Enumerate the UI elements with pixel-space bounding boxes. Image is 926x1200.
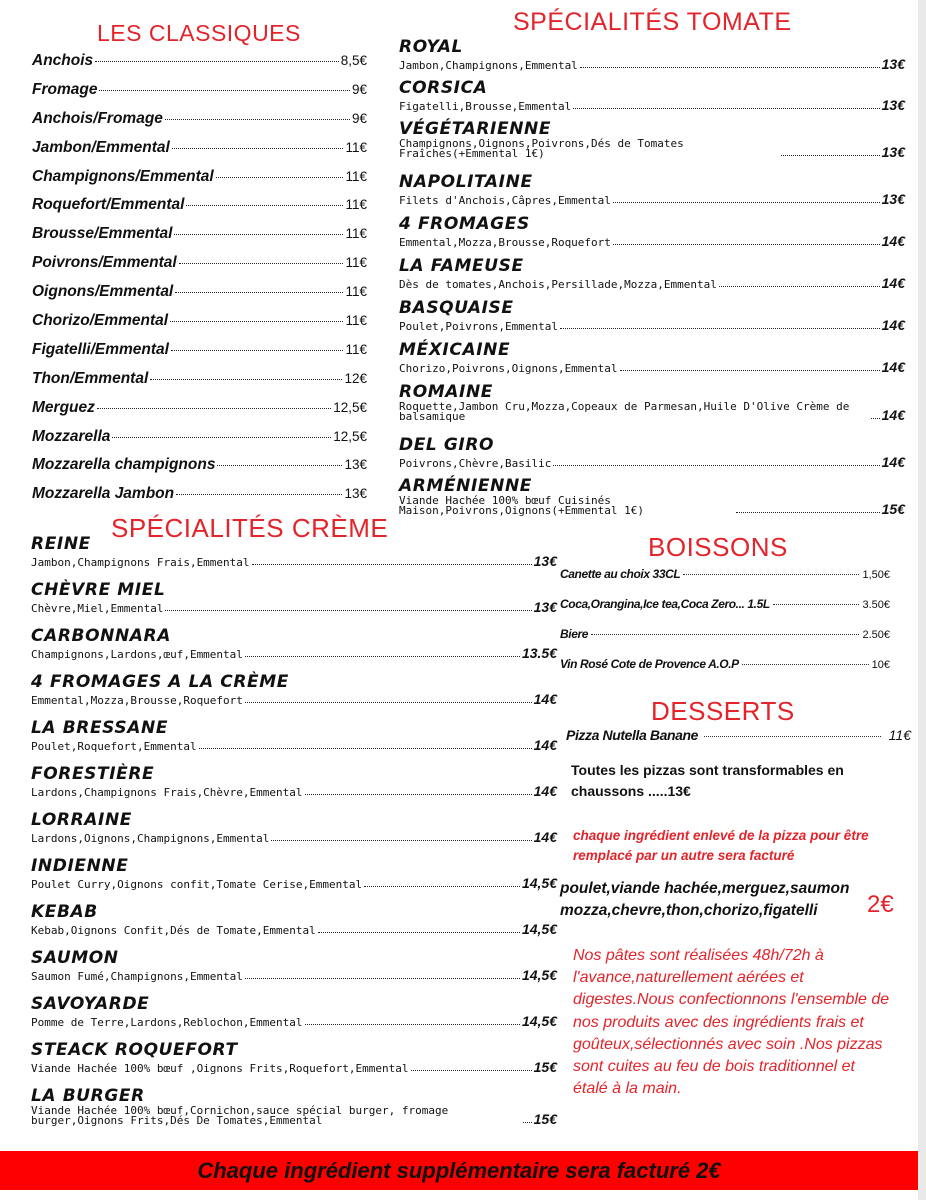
dot-leader bbox=[216, 177, 344, 178]
boisson-name: Coca,Orangina,Ice tea,Coca Zero... 1.5L bbox=[560, 597, 770, 611]
creme-desc: Pomme de Terre,Lardons,Reblochon,Emmental bbox=[31, 1016, 303, 1029]
tomate-name: BASQUAISE bbox=[399, 298, 514, 318]
dot-leader bbox=[573, 108, 879, 109]
tomate-item bbox=[399, 435, 905, 476]
dot-leader bbox=[364, 886, 520, 887]
creme-item bbox=[31, 1040, 557, 1086]
tomate-desc: Roquette,Jambon Cru,Mozza,Copeaux de Parmesan,Huile D'Olive Crème de balsamique bbox=[399, 400, 850, 423]
classique-item bbox=[32, 110, 367, 139]
classique-price: 9€ bbox=[351, 81, 367, 97]
creme-price: 14,5€ bbox=[521, 921, 557, 937]
page-edge bbox=[918, 0, 926, 1200]
classique-item bbox=[32, 139, 367, 168]
classique-price: 12€ bbox=[344, 370, 367, 386]
classique-price: 8,5€ bbox=[340, 53, 367, 68]
classique-price: 11€ bbox=[345, 284, 367, 300]
boisson-item bbox=[560, 657, 890, 687]
tomate-item bbox=[399, 340, 905, 382]
creme-price: 14€ bbox=[533, 783, 557, 799]
dot-leader bbox=[199, 748, 532, 749]
tomate-desc: Poulet,Poivrons,Emmental bbox=[399, 320, 558, 333]
creme-price: 14€ bbox=[533, 829, 557, 845]
creme-name: KEBAB bbox=[31, 902, 98, 922]
transformables-note: Toutes les pizzas sont transformables en chaussons .....13€ bbox=[571, 762, 844, 799]
classique-price: 11€ bbox=[345, 341, 367, 357]
creme-name: CARBONNARA bbox=[31, 626, 171, 646]
classique-item bbox=[32, 254, 367, 283]
creme-desc: Emmental,Mozza,Brousse,Roquefort bbox=[31, 694, 243, 707]
tomate-row bbox=[399, 234, 905, 248]
tomate-desc: Filets d'Anchois,Câpres,Emmental bbox=[399, 194, 611, 207]
creme-item bbox=[31, 580, 557, 626]
dot-leader bbox=[871, 418, 880, 419]
dot-leader bbox=[112, 437, 331, 438]
classique-name: Poivrons/Emmental bbox=[32, 254, 177, 272]
tomate-desc: Emmental,Mozza,Brousse,Roquefort bbox=[399, 236, 611, 249]
classique-price: 11€ bbox=[345, 197, 367, 213]
tomate-row bbox=[399, 496, 905, 516]
dot-leader bbox=[613, 244, 880, 245]
classique-price: 11€ bbox=[345, 139, 367, 155]
tomate-price: 14€ bbox=[881, 454, 905, 470]
creme-name: 4 FROMAGES A LA CRÈME bbox=[31, 672, 289, 692]
creme-row bbox=[31, 738, 557, 752]
dot-leader bbox=[553, 465, 879, 466]
classique-price: 12,5€ bbox=[333, 399, 367, 415]
creme-price: 14€ bbox=[533, 737, 557, 753]
classique-item bbox=[32, 196, 367, 225]
tomate-desc: Figatelli,Brousse,Emmental bbox=[399, 100, 572, 113]
dot-leader bbox=[217, 465, 342, 466]
creme-price: 15€ bbox=[533, 1111, 557, 1127]
section-title-desserts: DESSERTS bbox=[651, 696, 795, 726]
tomate-price: 13€ bbox=[881, 56, 905, 72]
dot-leader bbox=[683, 574, 859, 575]
boisson-item bbox=[560, 597, 890, 627]
creme-desc: Jambon,Champignons Frais,Emmental bbox=[31, 556, 250, 569]
classique-price: 13€ bbox=[344, 457, 367, 473]
boisson-item bbox=[560, 567, 890, 597]
footer-text: Chaque ingrédient supplémentaire sera facturé 2€ bbox=[197, 1157, 721, 1183]
creme-item bbox=[31, 902, 557, 948]
extras-block bbox=[560, 878, 920, 922]
classique-name: Mozzarella Jambon bbox=[32, 485, 175, 503]
dot-leader bbox=[95, 61, 339, 62]
tomate-row bbox=[399, 318, 905, 332]
classique-item bbox=[32, 456, 367, 485]
extras-list: poulet,viande hachée,merguez,saumon mozza,chevre,thon,chorizo,figatelli bbox=[560, 880, 850, 919]
creme-name: SAUMON bbox=[31, 948, 119, 968]
tomate-item bbox=[399, 298, 905, 340]
tomate-desc: Viande Hachée 100% bœuf Cuisinés Maison,Poivrons,Oignons(+Emmental 1€) bbox=[399, 494, 645, 517]
dot-leader bbox=[172, 148, 344, 149]
tomate-price: 13€ bbox=[881, 191, 905, 207]
creme-item bbox=[31, 672, 557, 718]
dot-leader bbox=[99, 90, 350, 91]
creme-name: LA BRESSANE bbox=[31, 718, 169, 738]
creme-row bbox=[31, 1014, 557, 1028]
dot-leader bbox=[245, 702, 532, 703]
creme-price: 14€ bbox=[533, 691, 557, 707]
dot-leader bbox=[186, 205, 343, 206]
creme-name: INDIENNE bbox=[31, 856, 129, 876]
creme-item bbox=[31, 948, 557, 994]
creme-name: LA BURGER bbox=[31, 1086, 145, 1106]
dot-leader bbox=[171, 350, 344, 351]
classiques-list bbox=[32, 52, 367, 514]
dot-leader bbox=[245, 656, 520, 657]
creme-item bbox=[31, 718, 557, 764]
creme-item bbox=[31, 856, 557, 902]
dessert-item bbox=[566, 727, 911, 743]
boisson-price: 3.50€ bbox=[862, 599, 890, 611]
classique-name: Brousse/Emmental bbox=[32, 225, 173, 243]
boisson-name: Canette au choix 33CL bbox=[560, 567, 681, 581]
classique-name: Merguez bbox=[32, 398, 95, 416]
dot-leader bbox=[773, 604, 860, 605]
creme-desc: Saumon Fumé,Champignons,Emmental bbox=[31, 970, 243, 983]
dot-leader bbox=[318, 932, 520, 933]
creme-row bbox=[31, 830, 557, 844]
creme-row bbox=[31, 692, 557, 706]
tomate-name: CORSICA bbox=[399, 78, 488, 98]
tomate-desc: Champignons,Oignons,Poivrons,Dés de Tomates Fraîches(+Emmental 1€) bbox=[399, 137, 684, 160]
classique-item bbox=[32, 52, 367, 81]
creme-price: 14,5€ bbox=[521, 875, 557, 891]
dot-leader bbox=[305, 794, 532, 795]
classique-price: 13€ bbox=[344, 486, 367, 502]
creme-item bbox=[31, 764, 557, 810]
classique-name: Fromage bbox=[32, 80, 98, 98]
classique-name: Roquefort/Emmental bbox=[32, 196, 185, 214]
creme-item bbox=[31, 994, 557, 1040]
tomate-item bbox=[399, 214, 905, 256]
dot-leader bbox=[176, 494, 342, 495]
creme-item bbox=[31, 1086, 557, 1156]
creme-name: FORESTIÈRE bbox=[31, 764, 155, 784]
tomate-item bbox=[399, 78, 905, 119]
dot-leader bbox=[165, 610, 531, 611]
footer-banner bbox=[0, 1151, 918, 1190]
creme-row bbox=[31, 968, 557, 982]
creme-price: 13€ bbox=[533, 553, 557, 569]
classique-name: Champignons/Emmental bbox=[32, 167, 214, 185]
boisson-price: 1,50€ bbox=[862, 569, 890, 581]
dot-leader bbox=[613, 202, 880, 203]
dot-leader bbox=[580, 67, 880, 68]
dessert-name: Pizza Nutella Banane bbox=[566, 727, 699, 743]
tomate-price: 14€ bbox=[881, 275, 905, 291]
creme-desc: Chèvre,Miel,Emmental bbox=[31, 602, 164, 615]
creme-list bbox=[31, 534, 557, 1156]
creme-item bbox=[31, 810, 557, 856]
tomate-name: VÉGÉTARIENNE bbox=[399, 119, 552, 139]
classique-item bbox=[32, 81, 367, 110]
creme-price: 13€ bbox=[533, 599, 557, 615]
classique-item bbox=[32, 225, 367, 254]
creme-row bbox=[31, 1106, 557, 1126]
classique-item bbox=[32, 312, 367, 341]
tomate-price: 14€ bbox=[881, 407, 905, 423]
classique-name: Mozzarella champignons bbox=[32, 456, 216, 474]
creme-price: 14,5€ bbox=[521, 967, 557, 983]
dot-leader bbox=[165, 119, 350, 120]
tomate-item bbox=[399, 119, 905, 172]
tomate-price: 14€ bbox=[881, 359, 905, 375]
classique-name: Figatelli/Emmental bbox=[32, 340, 169, 358]
classique-item bbox=[32, 341, 367, 370]
dot-leader bbox=[742, 664, 869, 665]
creme-row bbox=[31, 784, 557, 798]
creme-name: LORRAINE bbox=[31, 810, 132, 830]
classique-name: Thon/Emmental bbox=[32, 369, 149, 387]
creme-row bbox=[31, 600, 557, 614]
classique-item bbox=[32, 485, 367, 514]
tomate-row bbox=[399, 192, 905, 206]
creme-desc: Kebab,Oignons Confit,Dés de Tomate,Emmental bbox=[31, 924, 316, 937]
tomate-desc: Poivrons,Chèvre,Basilic bbox=[399, 457, 552, 470]
dot-leader bbox=[150, 379, 342, 380]
creme-name: CHÈVRE MIEL bbox=[31, 580, 166, 600]
dot-leader bbox=[620, 370, 880, 371]
creme-price: 15€ bbox=[533, 1059, 557, 1075]
classique-name: Anchois/Fromage bbox=[32, 109, 163, 127]
boissons-list bbox=[560, 567, 890, 687]
classique-price: 12,5€ bbox=[333, 428, 367, 444]
boisson-price: 10€ bbox=[871, 659, 890, 671]
dot-leader bbox=[170, 321, 343, 322]
classique-name: Jambon/Emmental bbox=[32, 138, 170, 156]
boisson-name: Vin Rosé Cote de Provence A.O.P bbox=[560, 657, 739, 671]
remplacement-note: chaque ingrédient enlevé de la pizza pour être remplacé par un autre sera facturé bbox=[573, 828, 869, 863]
tomate-price: 15€ bbox=[881, 501, 905, 517]
dot-leader bbox=[781, 155, 880, 156]
creme-row bbox=[31, 646, 557, 660]
tomate-item bbox=[399, 256, 905, 298]
dot-leader bbox=[97, 408, 331, 409]
classique-price: 11€ bbox=[345, 168, 367, 184]
tomate-name: MÉXICAINE bbox=[399, 340, 511, 360]
dot-leader bbox=[736, 512, 880, 513]
tomate-price: 14€ bbox=[881, 317, 905, 333]
tomate-item bbox=[399, 37, 905, 78]
boisson-item bbox=[560, 627, 890, 657]
tomate-name: NAPOLITAINE bbox=[399, 172, 533, 192]
classique-price: 11€ bbox=[345, 226, 367, 242]
dot-leader bbox=[719, 286, 880, 287]
creme-row bbox=[31, 1060, 557, 1074]
creme-row bbox=[31, 922, 557, 936]
dot-leader bbox=[591, 634, 859, 635]
creme-price: 13.5€ bbox=[521, 645, 557, 661]
classique-name: Oignons/Emmental bbox=[32, 283, 174, 301]
creme-desc: Champignons,Lardons,œuf,Emmental bbox=[31, 648, 243, 661]
classique-name: Mozzarella bbox=[32, 427, 111, 445]
tomate-row bbox=[399, 360, 905, 374]
classique-price: 11€ bbox=[345, 255, 367, 271]
classique-item bbox=[32, 283, 367, 312]
boisson-name: Biere bbox=[560, 627, 589, 641]
tomate-item bbox=[399, 476, 905, 526]
section-title-creme: SPÉCIALITÉS CRÈME bbox=[111, 513, 389, 543]
tomate-name: ARMÉNIENNE bbox=[399, 476, 533, 496]
tomate-row bbox=[399, 455, 905, 469]
extras-price: 2€ bbox=[867, 891, 894, 918]
tomate-desc: Jambon,Champignons,Emmental bbox=[399, 59, 578, 72]
creme-desc: Poulet,Roquefort,Emmental bbox=[31, 740, 197, 753]
creme-name: REINE bbox=[31, 534, 91, 554]
dot-leader bbox=[179, 263, 344, 264]
creme-item bbox=[31, 626, 557, 672]
dot-leader bbox=[704, 736, 881, 737]
creme-desc: Viande Hachée 100% bœuf,Cornichon,sauce spécial burger, fromage burger,Oignons Frits,Dés De Tomates,Emmental bbox=[31, 1104, 449, 1127]
section-title-classiques: LES CLASSIQUES bbox=[97, 20, 301, 46]
classique-name: Anchois bbox=[32, 52, 94, 69]
section-title-tomate: SPÉCIALITÉS TOMATE bbox=[513, 8, 792, 36]
classique-item bbox=[32, 370, 367, 399]
classique-item bbox=[32, 168, 367, 197]
dot-leader bbox=[305, 1024, 520, 1025]
classique-item bbox=[32, 399, 367, 428]
creme-desc: Viande Hachée 100% bœuf ,Oignons Frits,Roquefort,Emmental bbox=[31, 1062, 409, 1075]
creme-desc: Lardons,Champignons Frais,Chèvre,Emmental bbox=[31, 786, 303, 799]
creme-item bbox=[31, 534, 557, 580]
classique-price: 11€ bbox=[345, 313, 367, 329]
creme-desc: Lardons,Oignons,Champignons,Emmental bbox=[31, 832, 270, 845]
creme-desc: Poulet Curry,Oignons confit,Tomate Cerise,Emmental bbox=[31, 878, 363, 891]
dot-leader bbox=[175, 292, 343, 293]
dot-leader bbox=[523, 1122, 532, 1123]
classique-item bbox=[32, 428, 367, 457]
classique-price: 9€ bbox=[351, 110, 367, 126]
boisson-price: 2.50€ bbox=[862, 629, 890, 641]
tomate-name: 4 FROMAGES bbox=[399, 214, 530, 234]
creme-name: SAVOYARDE bbox=[31, 994, 150, 1014]
dot-leader bbox=[411, 1070, 532, 1071]
dot-leader bbox=[245, 978, 520, 979]
creme-row bbox=[31, 876, 557, 890]
creme-row bbox=[31, 554, 557, 568]
tomate-name: DEL GIRO bbox=[399, 435, 495, 455]
tomate-price: 13€ bbox=[881, 144, 905, 160]
tomate-name: ROMAINE bbox=[399, 382, 493, 402]
tomate-desc: Chorizo,Poivrons,Oignons,Emmental bbox=[399, 362, 618, 375]
dot-leader bbox=[271, 840, 531, 841]
tomate-name: ROYAL bbox=[399, 37, 463, 57]
dot-leader bbox=[174, 234, 343, 235]
tomate-item bbox=[399, 382, 905, 435]
tomate-desc: Dès de tomates,Anchois,Persillade,Mozza,Emmental bbox=[399, 278, 717, 291]
tomate-row bbox=[399, 402, 905, 422]
creme-name: STEACK ROQUEFORT bbox=[31, 1040, 238, 1060]
tomate-row bbox=[399, 98, 905, 112]
tomate-name: LA FAMEUSE bbox=[399, 256, 524, 276]
tomate-row bbox=[399, 57, 905, 71]
tomate-list bbox=[399, 37, 905, 526]
tomate-price: 13€ bbox=[881, 97, 905, 113]
tomate-item bbox=[399, 172, 905, 214]
creme-price: 14,5€ bbox=[521, 1013, 557, 1029]
dot-leader bbox=[560, 328, 880, 329]
section-title-boissons: BOISSONS bbox=[648, 532, 788, 562]
classique-name: Chorizo/Emmental bbox=[32, 312, 169, 330]
about-text: Nos pâtes sont réalisées 48h/72h à l'avance,naturellement aérées et digestes.Nous confectionnons l'ensemble de nos produits avec des ingrédients frais et goûteux,sélectionnés avec soin .Nos pizzas sont cuites au feu de bois traditionnel et étalé à la main. bbox=[573, 947, 890, 1098]
dot-leader bbox=[252, 564, 532, 565]
tomate-price: 14€ bbox=[881, 233, 905, 249]
tomate-row bbox=[399, 139, 905, 159]
dessert-price: 11€ bbox=[888, 727, 911, 743]
tomate-row bbox=[399, 276, 905, 290]
